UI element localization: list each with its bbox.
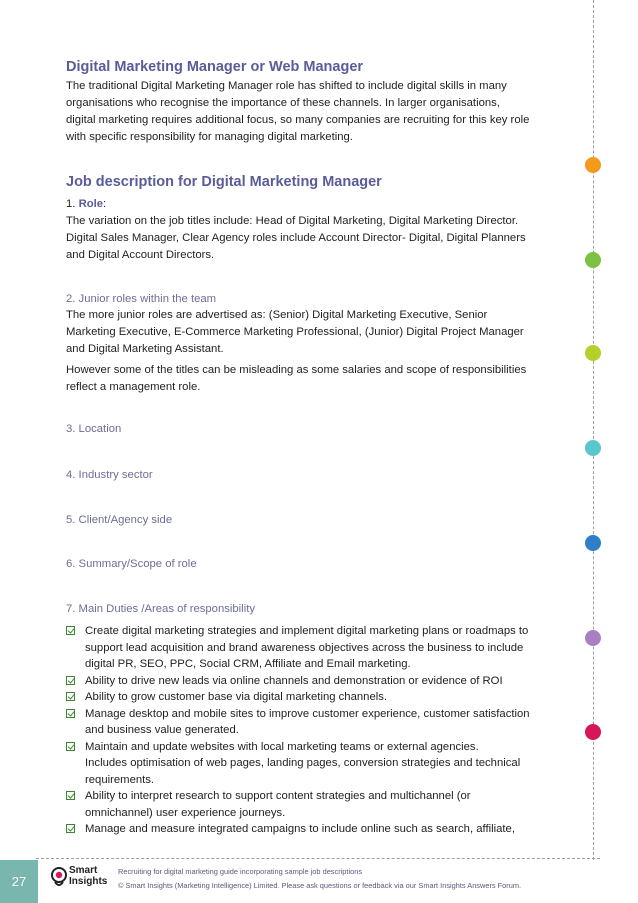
footer-copyright: © Smart Insights (Marketing Intelligence) Limited. Please ask questions or feedback via our Smart Insights Answers Forum. — [118, 881, 522, 890]
duty-line: support lead acquisition and brand awareness objectives across the business to include — [85, 641, 524, 654]
duty-line: Ability to interpret research to support content strategies and multichannel (or — [85, 790, 471, 802]
duty-line: Manage and measure integrated campaigns to include online such as search, affiliate, — [85, 823, 515, 835]
checkbox-checked-icon — [66, 692, 75, 701]
client-agency-heading: 5. Client/Agency side — [66, 514, 173, 526]
checkbox-checked-icon — [66, 709, 75, 718]
timeline-dot — [585, 724, 601, 740]
timeline-dot — [585, 157, 601, 173]
duty-line: digital PR, SEO, PPC, Social CRM, Affiliate and Email marketing. — [85, 658, 411, 670]
duty-line: requirements. — [85, 773, 155, 786]
duty-line: Ability to drive new leads via online channels and demonstration or evidence of ROI — [85, 674, 503, 687]
intro-line: The traditional Digital Marketing Manager role has shifted to include digital skills in many — [66, 80, 507, 92]
page-number: 27 — [0, 860, 38, 903]
footer-divider — [36, 858, 600, 859]
timeline-dot — [585, 535, 601, 551]
duty-line: omnichannel) user experience journeys. — [85, 806, 286, 819]
logo-line: Smart — [69, 865, 98, 876]
role-line: The variation on the job titles include: Head of Digital Marketing, Digital Marketing Director. — [66, 215, 519, 227]
footer-guide-title: Recruiting for digital marketing guide incorporating sample job descriptions — [118, 867, 363, 876]
duty-line: and business value generated. — [85, 724, 239, 736]
intro-line: organisations who recognise the importance of these channels. In larger organisations, — [66, 97, 500, 109]
duty-item — [66, 706, 566, 739]
however-line: However some of the titles can be misleading as some salaries and scope of responsibilities — [66, 364, 527, 376]
junior-line: and Digital Marketing Assistant. — [66, 343, 224, 355]
smart-insights-logo — [49, 864, 108, 894]
however-line: reflect a management role. — [66, 381, 201, 393]
duty-item — [66, 788, 566, 821]
however-paragraph — [66, 362, 566, 396]
timeline-dot — [585, 630, 601, 646]
checkbox-checked-icon — [66, 742, 75, 751]
role-label: Role — [78, 198, 104, 210]
location-heading: 3. Location — [66, 423, 122, 435]
summary-heading: 6. Summary/Scope of role — [66, 558, 197, 570]
duty-line: Manage desktop and mobile sites to improve customer experience, customer satisfaction — [85, 707, 530, 720]
timeline-dot — [585, 440, 601, 456]
logo-icon — [49, 866, 69, 892]
junior-roles-heading: 2. Junior roles within the team — [66, 293, 217, 305]
checkbox-checked-icon — [66, 791, 75, 800]
duty-item — [66, 689, 566, 706]
duty-line: Ability to grow customer base via digital marketing channels. — [85, 691, 388, 703]
duty-item — [66, 739, 566, 789]
timeline-dot — [585, 252, 601, 268]
checkbox-checked-icon — [66, 824, 75, 833]
duty-item — [66, 821, 566, 838]
duty-line: Includes optimisation of web pages, landing pages, conversion strategies and technical — [85, 757, 521, 769]
role-colon: : — [103, 198, 107, 210]
role-number: 1. — [66, 198, 76, 210]
main-duties-heading: 7. Main Duties /Areas of responsibility — [66, 603, 255, 615]
checkbox-checked-icon — [66, 626, 75, 635]
timeline-dot — [585, 345, 601, 361]
industry-heading: 4. Industry sector — [66, 469, 153, 481]
logo-wordmark — [69, 865, 107, 887]
role-heading — [66, 196, 566, 213]
junior-line: Marketing Executive, E-Commerce Marketing Professional, (Junior) Digital Project Manager — [66, 326, 524, 338]
logo-line: Insights — [69, 876, 108, 887]
intro-paragraph — [66, 78, 566, 146]
junior-line: The more junior roles are advertised as: (Senior) Digital Marketing Executive, Senior — [66, 309, 488, 321]
section-title-job-description: Job description for Digital Marketing Manager — [66, 174, 382, 190]
role-block — [66, 196, 566, 264]
intro-line: with specific responsibility for managing digital marketing. — [66, 131, 353, 143]
intro-line: digital marketing requires additional focus, so many companies are recruiting for this key role — [66, 114, 530, 126]
checkbox-checked-icon — [66, 676, 75, 685]
role-line: Digital Sales Manager, Clear Agency roles include Account Director- Digital, Digital Planners — [66, 232, 526, 244]
duty-item — [66, 623, 566, 673]
duty-item — [66, 673, 566, 690]
duty-line: Maintain and update websites with local marketing teams or external agencies. — [85, 740, 479, 753]
duties-list — [66, 623, 566, 838]
section-title-digital-marketing-manager: Digital Marketing Manager or Web Manager — [66, 59, 364, 75]
role-line: and Digital Account Directors. — [66, 249, 215, 261]
junior-roles-paragraph — [66, 307, 566, 358]
duty-line: Create digital marketing strategies and implement digital marketing plans or roadmaps to — [85, 625, 529, 637]
